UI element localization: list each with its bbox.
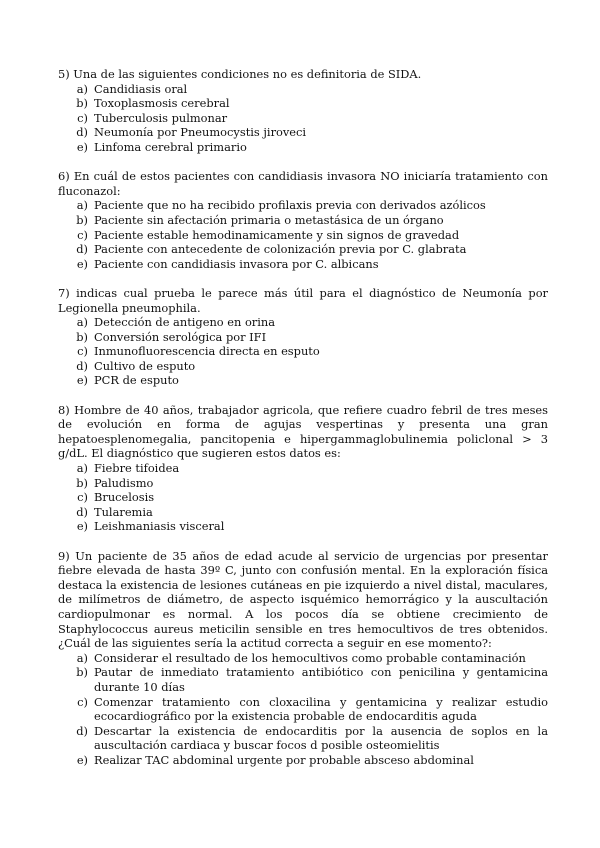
option-item	[58, 213, 548, 228]
option-letter: e)	[76, 139, 88, 154]
option-letter: c)	[77, 694, 88, 709]
option-letter: d)	[76, 723, 88, 738]
question-7	[58, 286, 548, 388]
option-item	[58, 228, 548, 243]
question-5	[58, 67, 548, 155]
option-item	[58, 140, 548, 155]
option-letter: c)	[77, 227, 88, 242]
option-text: Conversión serológica por IFI	[94, 329, 267, 344]
option-letter: b)	[76, 665, 88, 680]
option-text: Cultivo de esputo	[94, 358, 196, 373]
option-letter: d)	[76, 242, 88, 257]
option-item	[58, 257, 548, 272]
option-text: Detección de antigeno en orina	[94, 315, 276, 330]
option-letter: a)	[76, 461, 88, 476]
option-text: PCR de esputo	[94, 373, 179, 388]
option-text: Tuberculosis pulmonar	[94, 110, 228, 125]
option-letter: d)	[76, 358, 88, 373]
option-item	[58, 373, 548, 388]
option-text: Neumonía por Pneumocystis jiroveci	[94, 125, 307, 140]
option-text: Candidiasis oral	[94, 81, 188, 96]
option-letter: c)	[77, 490, 88, 505]
option-list	[58, 82, 548, 155]
option-item	[58, 724, 548, 753]
option-letter: e)	[76, 256, 88, 271]
option-item	[58, 695, 548, 724]
option-letter: e)	[76, 373, 88, 388]
option-item	[58, 125, 548, 140]
option-text: Paciente con candidiasis invasora por C. albicans	[94, 256, 379, 271]
option-text: Toxoplasmosis cerebral	[94, 96, 230, 111]
option-letter: d)	[76, 125, 88, 140]
option-letter: e)	[76, 519, 88, 534]
option-list	[58, 315, 548, 388]
question-stem: 5) Una de las siguientes condiciones no es definitoria de SIDA.	[58, 67, 422, 81]
option-list	[58, 461, 548, 534]
option-item	[58, 651, 548, 666]
option-item	[58, 519, 548, 534]
option-item	[58, 82, 548, 97]
option-item	[58, 111, 548, 126]
option-text: Paciente que no ha recibido profilaxis previa con derivados azólicos	[94, 198, 486, 213]
option-text: Leishmaniasis visceral	[94, 519, 225, 534]
exam-page	[58, 67, 548, 782]
option-item	[58, 330, 548, 345]
option-text: Paciente con antecedente de colonización previa por C. glabrata	[94, 242, 467, 257]
option-letter: b)	[76, 212, 88, 227]
option-item	[58, 490, 548, 505]
option-letter: e)	[76, 752, 88, 767]
option-letter: b)	[76, 329, 88, 344]
question-stem: 9) Un paciente de 35 años de edad acude al servicio de urgencias por presentar fiebre elevada de hasta 39º C, junto con confusión mental. En la exploración física destaca la existencia de lesiones cutáneas en pie izquierdo a nivel distal, maculares, de milímetros de diámetro, de aspecto isquémico hemorrágico y la auscultación cardiopulmonar es normal. A los pocos día se obtiene crecimiento de Staphylococcus aureus meticilin sensible en tres hemocultivos de tres obtenidos. ¿Cuál de las siguientes sería la actitud correcta a seguir en ese momento?:	[58, 548, 548, 651]
option-text: Inmunofluorescencia directa en esputo	[94, 344, 320, 359]
option-letter: b)	[76, 475, 88, 490]
option-text: Pautar de inmediato tratamiento antibiótico con penicilina y gentamicina durante 10 días	[94, 665, 548, 694]
question-stem: 6) En cuál de estos pacientes con candidiasis invasora NO iniciaría tratamiento con fluconazol:	[58, 169, 548, 198]
question-9	[58, 549, 548, 768]
option-text: Linfoma cerebral primario	[94, 139, 247, 154]
option-item	[58, 96, 548, 111]
option-item	[58, 198, 548, 213]
option-letter: b)	[76, 96, 88, 111]
option-letter: c)	[77, 344, 88, 359]
option-letter: c)	[77, 110, 88, 125]
option-text: Paludismo	[94, 475, 154, 490]
option-item	[58, 505, 548, 520]
option-text: Fiebre tifoidea	[94, 461, 180, 476]
option-item	[58, 461, 548, 476]
option-list	[58, 651, 548, 768]
option-item	[58, 315, 548, 330]
option-item	[58, 476, 548, 491]
question-stem: 8) Hombre de 40 años, trabajador agricola, que refiere cuadro febril de tres meses de evolución en forma de agujas vespertinas y presenta una gran hepatoesplenomegalia, pancitopenia e hipergammaglobulinemia policlonal > 3 g/dL. El diagnóstico que sugieren estos datos es:	[58, 402, 548, 461]
question-8	[58, 403, 548, 534]
option-letter: a)	[76, 650, 88, 665]
option-text: Realizar TAC abdominal urgente por probable absceso abdominal	[94, 752, 474, 767]
option-text: Paciente estable hemodinamicamente y sin signos de gravedad	[94, 227, 460, 242]
question-6	[58, 169, 548, 271]
option-letter: a)	[76, 315, 88, 330]
option-item	[58, 344, 548, 359]
option-letter: a)	[76, 81, 88, 96]
option-text: Tularemia	[94, 504, 153, 519]
option-text: Descartar la existencia de endocarditis por la ausencia de soplos en la auscultación cardiaca y buscar focos d posible osteomielitis	[94, 723, 548, 753]
option-letter: a)	[76, 198, 88, 213]
option-item	[58, 665, 548, 694]
option-item	[58, 359, 548, 374]
option-text: Considerar el resultado de los hemocultivos como probable contaminación	[94, 650, 526, 665]
option-item	[58, 242, 548, 257]
question-stem: 7) indicas cual prueba le parece más útil para el diagnóstico de Neumonía por Legionella pneumophila.	[58, 285, 548, 315]
option-list	[58, 198, 548, 271]
option-letter: d)	[76, 504, 88, 519]
option-text: Brucelosis	[94, 490, 155, 505]
option-text: Comenzar tratamiento con cloxacilina y gentamicina y realizar estudio ecocardiográfico por la existencia probable de endocarditis aguda	[94, 694, 548, 724]
option-text: Paciente sin afectación primaria o metastásica de un órgano	[94, 212, 444, 227]
option-item	[58, 753, 548, 768]
